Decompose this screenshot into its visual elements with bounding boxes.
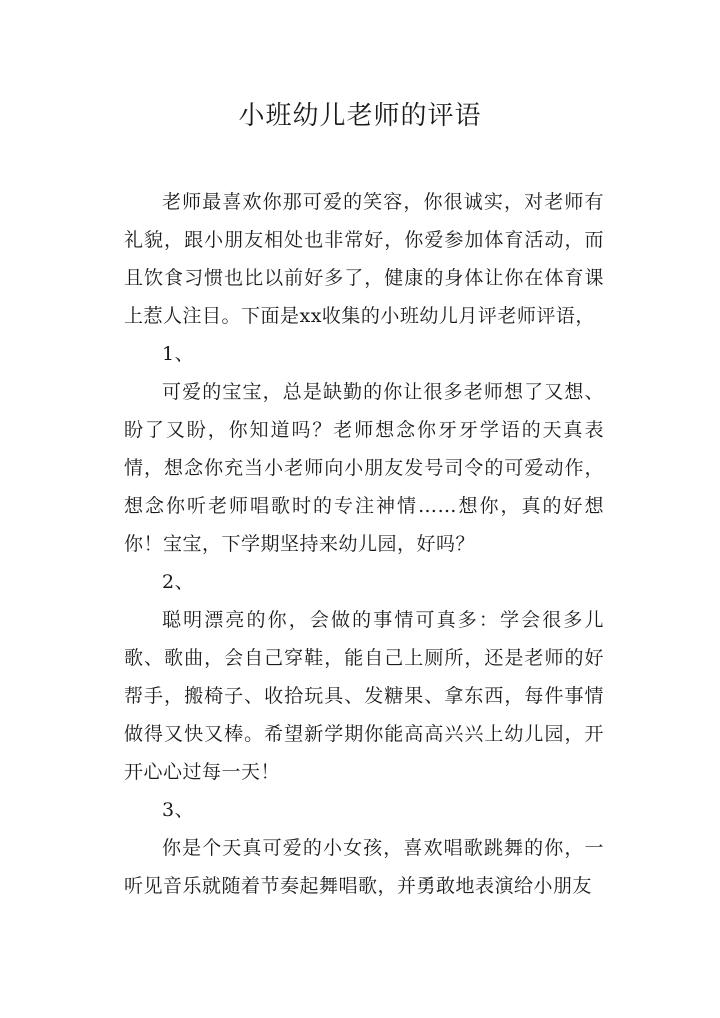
intro-paragraph: 老师最喜欢你那可爱的笑容，你很诚实，对老师有礼貌，跟小朋友相处也非常好，你爱参加体育活动，而且饮食习惯也比以前好多了，健康的身体让你在体育课上惹人注目。下面是xx收集的小班幼儿月评老师评语， xyxy=(124,191,604,327)
document-body xyxy=(124,183,604,905)
item-paragraph: 可爱的宝宝，总是缺勤的你让很多老师想了又想、盼了又盼，你知道吗？老师想念你牙牙学语的天真表情，想念你充当小老师向小朋友发号司令的可爱动作，想念你听老师唱歌时的专注神情……想你，真的好想你！宝宝，下学期坚持来幼儿园，好吗？ xyxy=(124,381,604,555)
item-paragraph: 你是个天真可爱的小女孩，喜欢唱歌跳舞的你，一听见音乐就随着节奏起舞唱歌，并勇敢地表演给小朋友 xyxy=(124,837,604,897)
item-paragraph: 聪明漂亮的你，会做的事情可真多：学会很多儿歌、歌曲，会自己穿鞋，能自己上厕所，还是老师的好帮手，搬椅子、收拾玩具、发糖果、拿东西，每件事情做得又快又棒。希望新学期你能高高兴兴上幼儿园，开开心心过每一天！ xyxy=(124,609,604,783)
item-number: 1、 xyxy=(162,343,195,365)
item-number: 3、 xyxy=(162,799,195,821)
document-title: 小班幼儿老师的评语 xyxy=(238,101,482,131)
item-number: 2、 xyxy=(162,571,195,593)
